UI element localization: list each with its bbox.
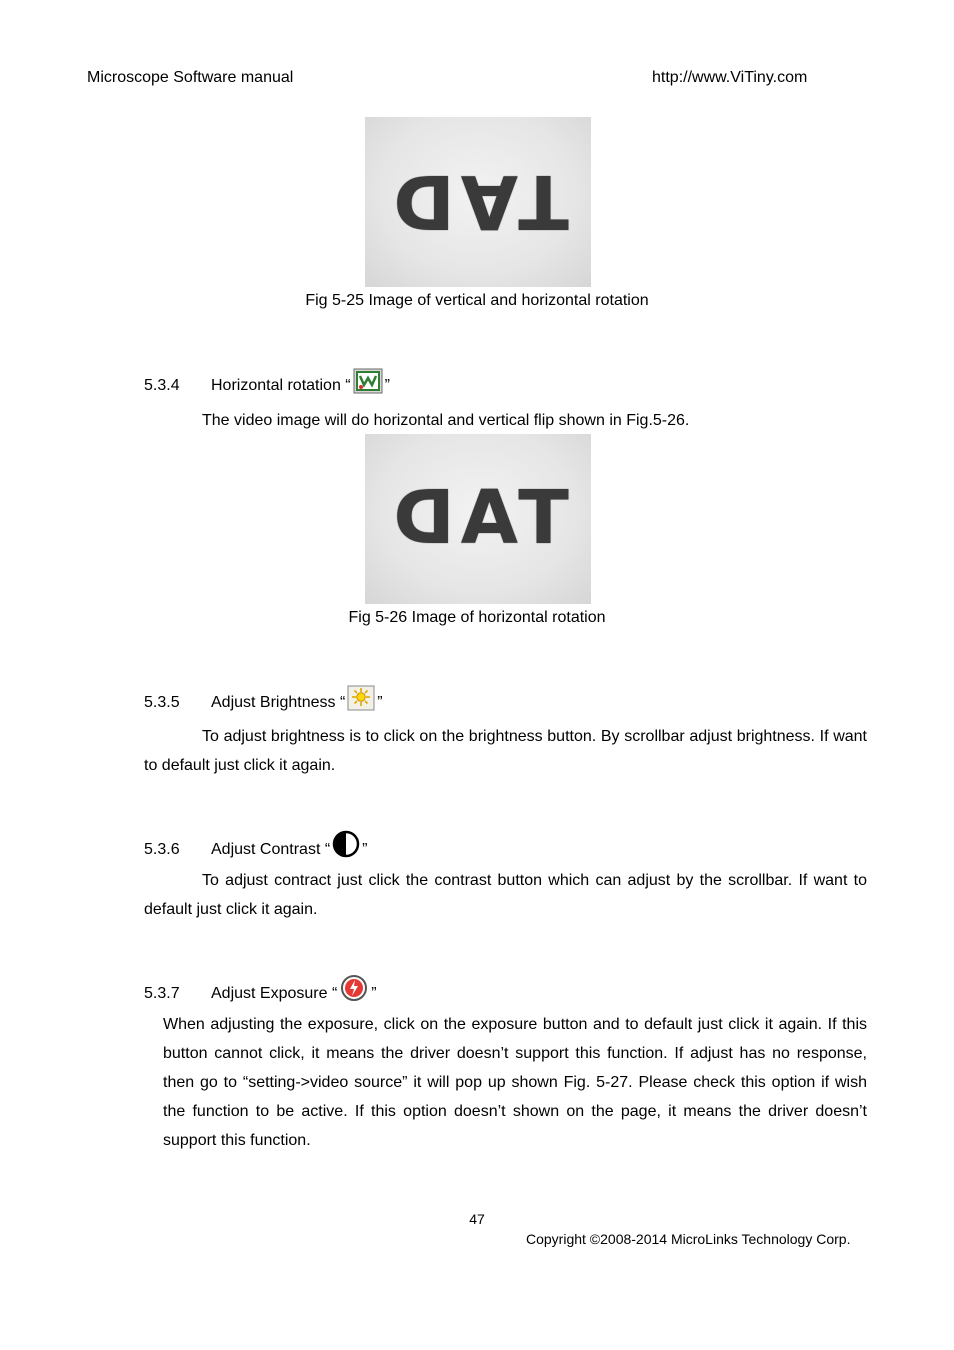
contrast-icon [332, 830, 360, 863]
section-title: Horizontal rotation [211, 377, 341, 394]
figure-5-26-caption: Fig 5-26 Image of horizontal rotation [348, 609, 606, 626]
quote-open: “ [339, 694, 346, 711]
paragraph-text: To adjust contract just click the contrast button which can adjust by the scrollbar. If want to default just click it again. [144, 872, 867, 918]
section-title: Adjust Brightness [211, 694, 336, 711]
section-5-3-5-body [144, 722, 867, 780]
header-url[interactable]: http://www.ViTiny.com [652, 69, 808, 86]
quote-close: ” [362, 841, 368, 858]
section-number: 5.3.4 [144, 377, 180, 394]
brightness-icon [347, 685, 375, 716]
quote-close: ” [371, 985, 377, 1002]
section-5-3-6-body [144, 866, 867, 924]
section-title: Adjust Contrast [211, 841, 321, 858]
figure-5-25-image [365, 117, 591, 287]
header-title: Microscope Software manual [87, 69, 294, 86]
quote-open: “ [345, 377, 351, 394]
section-title: Adjust Exposure [211, 985, 328, 1002]
section-5-3-7-heading [144, 974, 377, 1007]
quote-open: “ [331, 985, 338, 1002]
section-number: 5.3.6 [144, 841, 180, 858]
section-number: 5.3.5 [144, 694, 180, 711]
quote-close: ” [384, 377, 390, 394]
section-5-3-6-heading [144, 830, 368, 863]
figure-5-25-caption: Fig 5-25 Image of vertical and horizontal rotation [305, 292, 649, 309]
section-5-3-7-body: When adjusting the exposure, click on the exposure button and to default just click it again. If this button cannot click, it means the driver doesn’t support this function. If adjust has no response, then go to “setting->video source” it will pop up shown Fig. 5-27. Please check this option if wish the function to be active. If this option doesn’t shown on the page, it means the driver doesn’t support this function. [163, 1016, 867, 1149]
section-5-3-4-heading [144, 368, 390, 399]
quote-open: “ [324, 841, 331, 858]
page-number: 47 [469, 1211, 485, 1227]
section-number: 5.3.7 [144, 985, 180, 1002]
figure-5-26-image [365, 434, 591, 604]
figure-5-25-photo-text: TAD [387, 158, 569, 244]
section-5-3-5-heading [144, 685, 383, 716]
section-5-3-4-body: The video image will do horizontal and vertical flip shown in Fig.5-26. [202, 412, 690, 429]
paragraph-text: To adjust brightness is to click on the brightness button. By scrollbar adjust brightness. If want to default just click it again. [144, 728, 867, 774]
figure-5-26-photo-text: TAD [387, 475, 569, 561]
quote-close: ” [377, 694, 383, 711]
exposure-icon [339, 974, 369, 1007]
horizontal-rotation-icon [353, 368, 383, 399]
copyright-notice: Copyright ©2008-2014 MicroLinks Technology Corp. [526, 1231, 851, 1247]
